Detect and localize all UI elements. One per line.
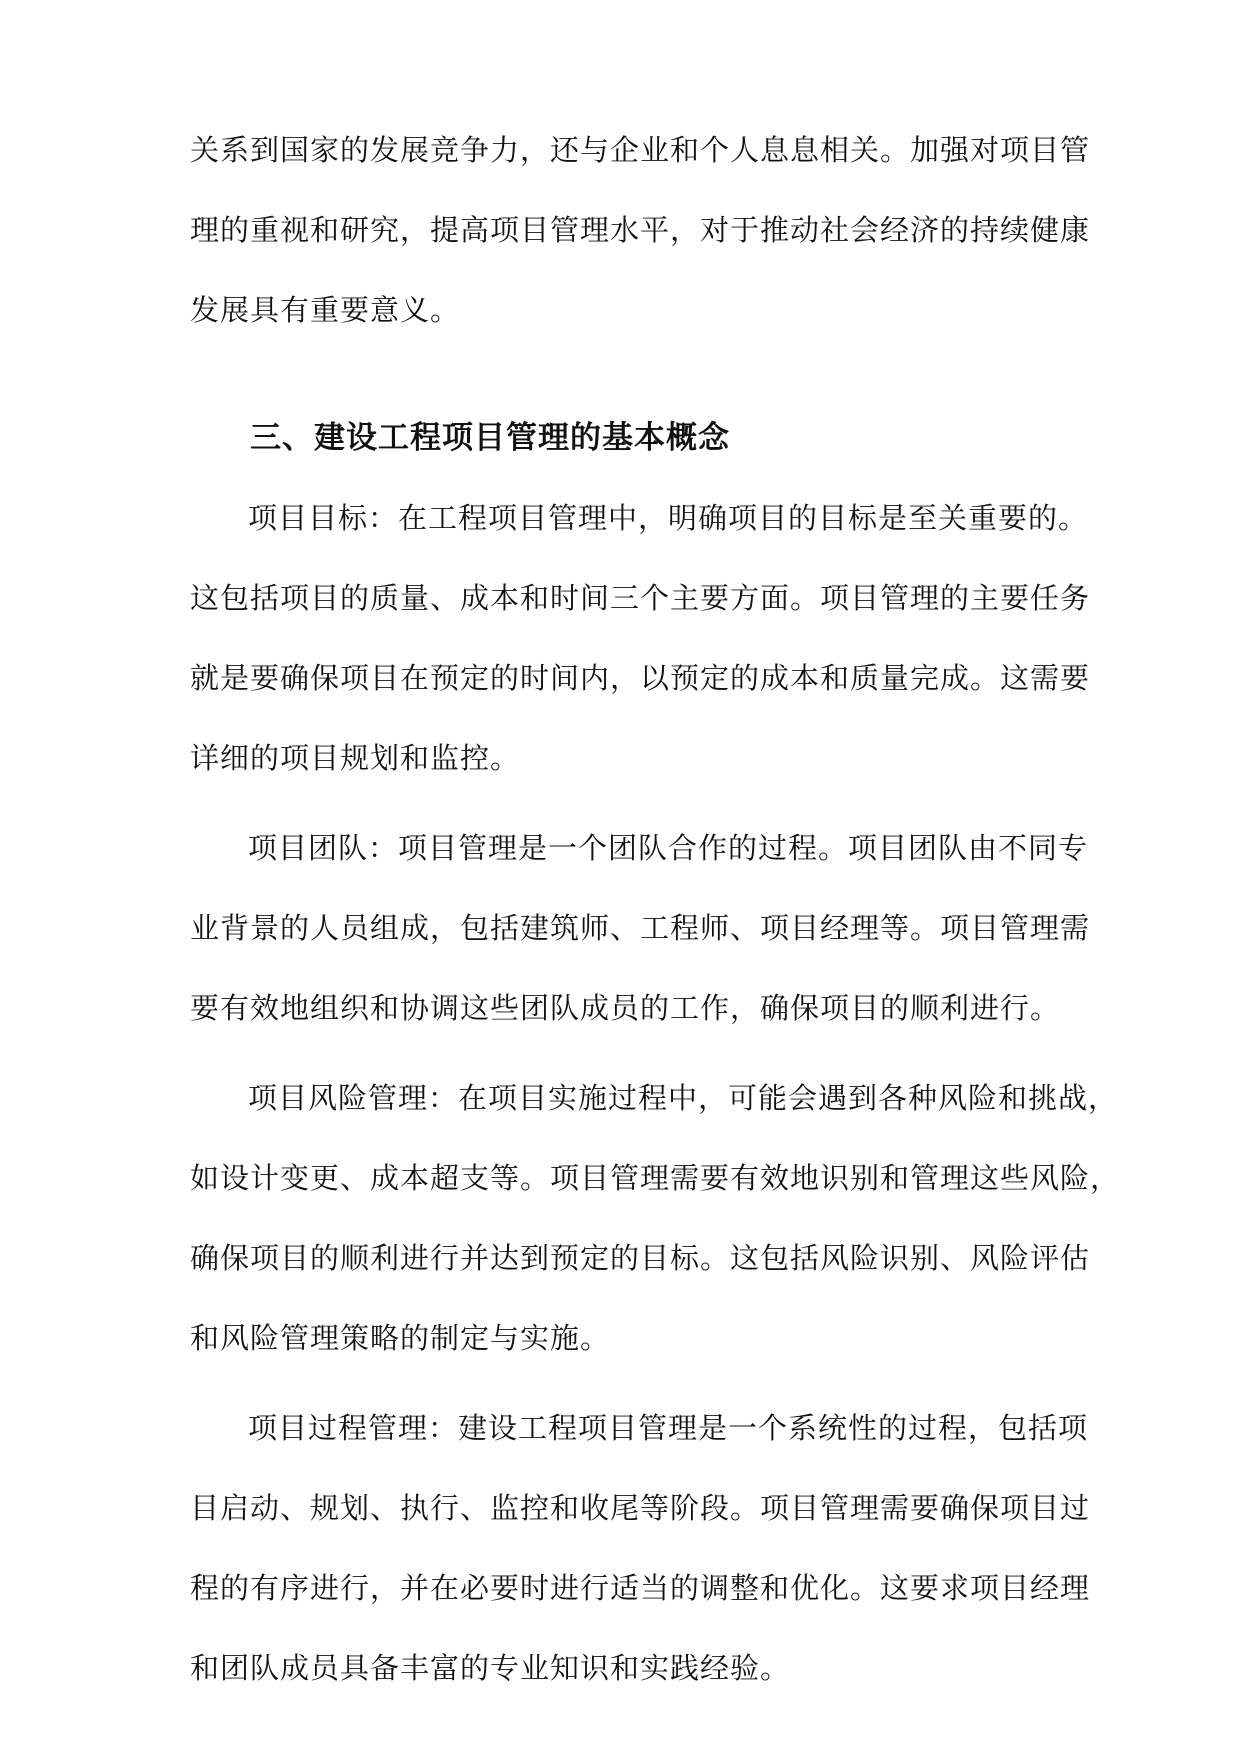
paragraph-risk-management	[190, 1058, 1121, 1378]
paragraph-line: 程的有序进行，并在必要时进行适当的调整和优化。这要求项目经理	[190, 1571, 1091, 1605]
paragraph-project-goals	[190, 478, 1091, 798]
intro-line: 关系到国家的发展竞争力，还与企业和个人息息相关。加强对项目管	[190, 133, 1091, 167]
paragraph-project-team	[190, 808, 1091, 1048]
intro-paragraph	[190, 110, 1091, 350]
paragraph-process-management	[190, 1388, 1091, 1708]
paragraph-line: 项目团队：项目管理是一个团队合作的过程。项目团队由不同专	[248, 831, 1089, 865]
intro-line: 发展具有重要意义。	[190, 293, 461, 327]
paragraph-line: 项目风险管理：在项目实施过程中，可能会遇到各种风险和挑战，	[248, 1081, 1119, 1115]
paragraph-line: 目启动、规划、执行、监控和收尾等阶段。项目管理需要确保项目过	[190, 1491, 1091, 1525]
paragraph-line: 要有效地组织和协调这些团队成员的工作，确保项目的顺利进行。	[190, 991, 1061, 1025]
paragraph-line: 项目过程管理：建设工程项目管理是一个系统性的过程，包括项	[248, 1411, 1089, 1445]
paragraph-line: 项目目标：在工程项目管理中，明确项目的目标是至关重要的。	[248, 501, 1089, 535]
paragraph-line: 和团队成员具备丰富的专业知识和实践经验。	[190, 1651, 791, 1685]
paragraph-line: 详细的项目规划和监控。	[190, 741, 521, 775]
paragraph-line: 这包括项目的质量、成本和时间三个主要方面。项目管理的主要任务	[190, 581, 1091, 615]
section-heading: 三、建设工程项目管理的基本概念	[250, 420, 730, 456]
paragraph-line: 确保项目的顺利进行并达到预定的目标。这包括风险识别、风险评估	[190, 1241, 1091, 1275]
paragraph-line: 就是要确保项目在预定的时间内，以预定的成本和质量完成。这需要	[190, 661, 1091, 695]
intro-line: 理的重视和研究，提高项目管理水平，对于推动社会经济的持续健康	[190, 213, 1091, 247]
paragraph-line: 如设计变更、成本超支等。项目管理需要有效地识别和管理这些风险，	[190, 1161, 1121, 1195]
paragraph-line: 业背景的人员组成，包括建筑师、工程师、项目经理等。项目管理需	[190, 911, 1091, 945]
paragraph-line: 和风险管理策略的制定与实施。	[190, 1321, 611, 1355]
